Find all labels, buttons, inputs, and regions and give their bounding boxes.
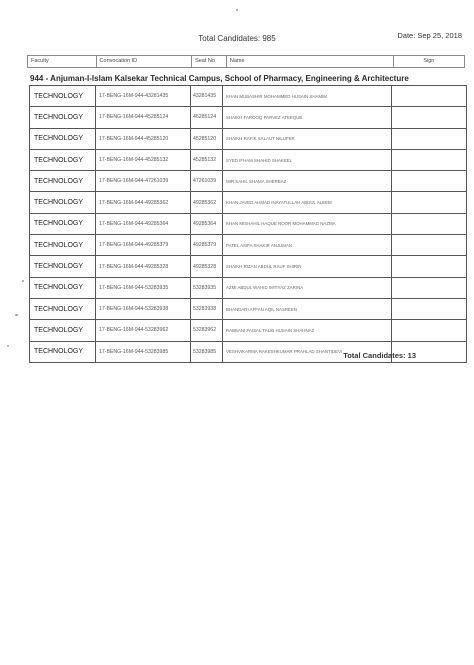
convocation-id-cell: 17-BENG-16M-944-49285328 (96, 256, 191, 276)
faculty-cell: TECHNOLOGY (30, 320, 96, 340)
convocation-id-cell: 17-BENG-16M-944-47261039 (96, 171, 191, 191)
sign-cell (392, 192, 466, 212)
table-row (30, 192, 466, 213)
table-row (30, 235, 466, 256)
name-cell: MIR SAHIL SHAMA SHERBAZ (223, 171, 392, 191)
name-cell: VESHVIKARMA RAKESHKUMAR PRAHLAD SHANTIDEVI (223, 342, 392, 362)
seat-no-cell: 45285132 (191, 150, 223, 170)
faculty-cell: TECHNOLOGY (30, 278, 96, 298)
name-cell: AZMI ABDUL WAHID IMTIYAZ ZARINA (223, 278, 392, 298)
table-row (30, 299, 466, 320)
seat-no-cell: 47261039 (191, 171, 223, 191)
sign-cell (392, 235, 466, 255)
table-row (30, 278, 466, 299)
name-cell: SHAIKH RAFIK SALAUT NILUFER (223, 129, 392, 149)
table-row (30, 256, 466, 277)
faculty-cell: TECHNOLOGY (30, 256, 96, 276)
sign-cell (392, 299, 466, 319)
column-header-seat-no: Seat No (192, 56, 227, 67)
scan-speck (236, 9, 238, 11)
name-cell: KHAN MISHAHIL HAQUE NOOR MOHAMMAD NAZMA (223, 214, 392, 234)
column-header-convocation-id: Convocation ID (97, 56, 193, 67)
table-row (30, 107, 466, 128)
name-cell: BHANDARI AFFAN AQIL NASREEN (223, 299, 392, 319)
name-cell: SHAIKH FAROOQ PARVEZ ATEEQUE (223, 107, 392, 127)
sign-cell (392, 256, 466, 276)
faculty-cell: TECHNOLOGY (30, 86, 96, 106)
seat-no-cell: 53283985 (191, 342, 223, 362)
convocation-id-cell: 17-BENG-16M-944-49285364 (96, 214, 191, 234)
sign-cell (392, 278, 466, 298)
seat-no-cell: 49285362 (191, 192, 223, 212)
name-cell: RABBANI FAISAL TALIB HUSAIN SHAHNAZ (223, 320, 392, 340)
sign-cell (392, 171, 466, 191)
column-header-name: Name (227, 56, 394, 67)
name-cell: SHAIKH RIZAN ABDUL RAUF SHIRIN (223, 256, 392, 276)
convocation-id-cell: 17-BENG-16M-944-45285124 (96, 107, 191, 127)
convocation-id-cell: 17-BENG-16M-944-45285120 (96, 129, 191, 149)
column-header-faculty: Faculty (28, 56, 97, 67)
page-total-candidates: Total Candidates: 985 (198, 34, 276, 43)
candidate-table (29, 85, 467, 363)
convocation-id-cell: 17-BENG-16M-944-53283962 (96, 320, 191, 340)
seat-no-cell: 45285124 (191, 107, 223, 127)
seat-no-cell: 53283962 (191, 320, 223, 340)
sign-cell (392, 150, 466, 170)
name-cell: SYED IFHAM SHAHID SHAKEEL (223, 150, 392, 170)
faculty-cell: TECHNOLOGY (30, 235, 96, 255)
seat-no-cell: 45285120 (191, 129, 223, 149)
name-cell: PATEL ASIFA SHAKIR ANJUMAN (223, 235, 392, 255)
sign-cell (392, 107, 466, 127)
convocation-id-cell: 17-BENG-16M-944-53283938 (96, 299, 191, 319)
seat-no-cell: 43281435 (191, 86, 223, 106)
convocation-id-cell: 17-BENG-16M-944-45285132 (96, 150, 191, 170)
table-row (30, 171, 466, 192)
convocation-id-cell: 17-BENG-16M-944-53283985 (96, 342, 191, 362)
table-total-candidates: Total Candidates: 13 (343, 351, 416, 360)
seat-no-cell: 49285364 (191, 214, 223, 234)
faculty-cell: TECHNOLOGY (30, 129, 96, 149)
table-row (30, 320, 466, 341)
faculty-cell: TECHNOLOGY (30, 342, 96, 362)
table-row (30, 129, 466, 150)
name-cell: KHAN MUBASHIR MOHAMMED HUSAIN SHAMIM (223, 86, 392, 106)
column-header-sign: Sign (423, 58, 435, 64)
sign-cell (392, 214, 466, 234)
seat-no-cell: 49285379 (191, 235, 223, 255)
convocation-id-cell: 17-BENG-16M-944-43281435 (96, 86, 191, 106)
table-row (30, 150, 466, 171)
sign-cell (392, 86, 466, 106)
sign-cell (392, 320, 466, 340)
scan-speck (7, 345, 9, 347)
faculty-cell: TECHNOLOGY (30, 214, 96, 234)
faculty-cell: TECHNOLOGY (30, 192, 96, 212)
seat-no-cell: 53283938 (191, 299, 223, 319)
faculty-cell: TECHNOLOGY (30, 171, 96, 191)
scan-speck (15, 314, 18, 316)
faculty-cell: TECHNOLOGY (30, 299, 96, 319)
faculty-cell: TECHNOLOGY (30, 107, 96, 127)
convocation-id-cell: 17-BENG-16M-944-49285379 (96, 235, 191, 255)
name-cell: KHAN JAVED AHMAD INAYATULLAH ABDUL ALEEM (223, 192, 392, 212)
page-date: Date: Sep 25, 2018 (397, 31, 462, 40)
sign-cell (392, 129, 466, 149)
seat-no-cell: 49285328 (191, 256, 223, 276)
seat-no-cell: 53283935 (191, 278, 223, 298)
convocation-id-cell: 17-BENG-16M-944-49285362 (96, 192, 191, 212)
faculty-cell: TECHNOLOGY (30, 150, 96, 170)
table-row (30, 214, 466, 235)
scan-speck (22, 280, 24, 282)
table-row (30, 86, 466, 107)
convocation-id-cell: 17-BENG-16M-944-53283935 (96, 278, 191, 298)
column-header-row (27, 55, 465, 68)
college-heading: 944 - Anjuman-I-Islam Kalsekar Technical Campus, School of Pharmacy, Engineering & Architecture (30, 74, 409, 83)
